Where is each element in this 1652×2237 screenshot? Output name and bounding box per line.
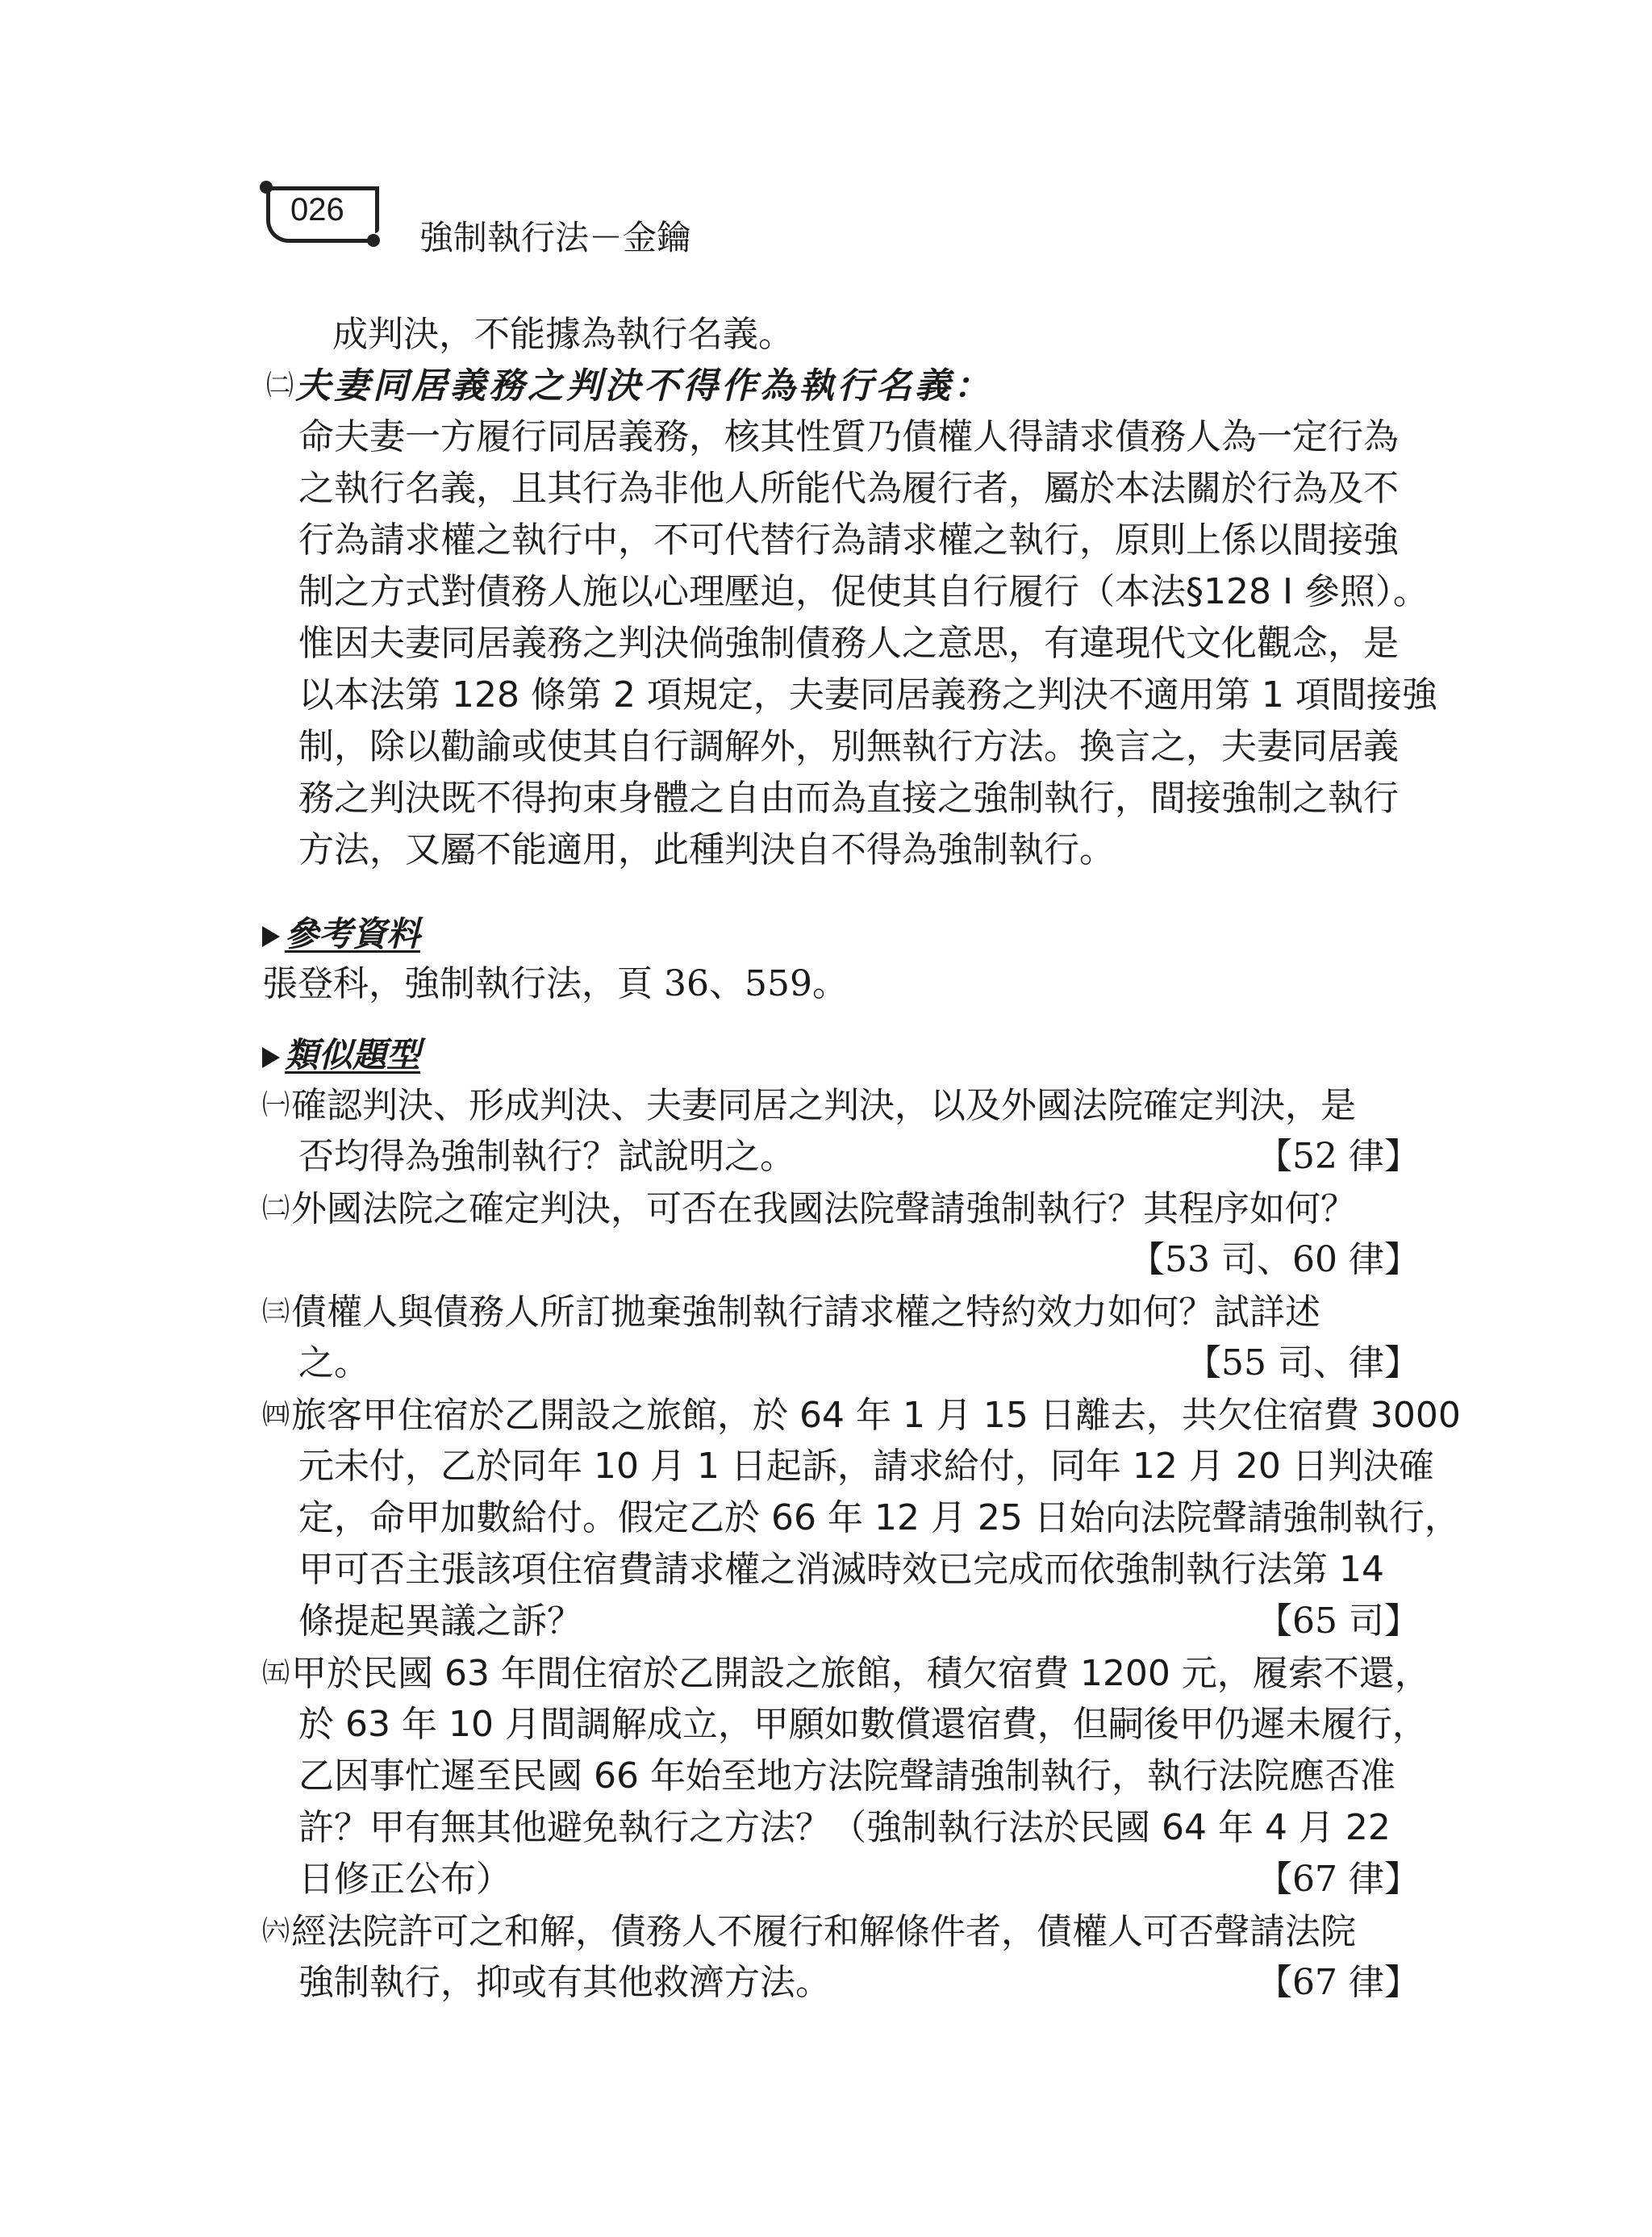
arrow-bullet-icon [262, 926, 280, 947]
item-marker: ㈣ [262, 1399, 290, 1431]
paragraph-line: 務之判決既不得拘束身體之自由而為直接之強制執行，間接強制之執行 [298, 778, 1399, 819]
paragraph-line: 制之方式對債務人施以心理壓迫，促使其自行履行（本法§128 I 參照）。 [298, 571, 1429, 612]
item-marker: ㈠ [262, 1089, 290, 1121]
paragraph-line: 行為請求權之執行中，不可代替行為請求權之執行，原則上係以間接強 [298, 520, 1399, 561]
list-item: ㈢債權人與債務人所訂拋棄強制執行請求權之特約效力如何？試詳述 之。 【55 司、律】 [262, 1288, 1420, 1391]
list-item: ㈠確認判決、形成判決、夫妻同居之判決，以及外國法院確定判決，是 否均得為強制執行？試說明之。 【52 律】 [262, 1081, 1420, 1184]
similar-heading: 類似題型 [262, 1029, 420, 1077]
paragraph-line: 命夫妻一方履行同居義務，核其性質乃債權人得請求債務人為一定行為 [298, 416, 1399, 457]
exam-tag: 【67 律】 [1257, 1859, 1420, 1900]
continuation-line: 成判決，不能據為執行名義。 [332, 314, 794, 355]
list-item: ㈣旅客甲住宿於乙開設之旅館，於 64 年 1 月 15 日離去，共欠住宿費 3000 元未付，乙於同年 10 月 1 日起訴，請求給付，同年 12 月 20 日判決確 定，命甲加數給付。假定乙於 66 年 12 月 25 日始向法院聲請強制執行， 甲可否主張該項住宿費請求權之消滅時效已完成而依強制執行法第 14 條提起異議之訴？ 【65 司】 [262, 1391, 1420, 1649]
paragraph-line: 制，除以勸諭或使其自行調解外，別無執行方法。換言之，夫妻同居義 [298, 726, 1399, 767]
paragraph-line: 方法，又屬不能適用，此種判決自不得為強制執行。 [298, 829, 1115, 870]
list-item: ㈡外國法院之確定判決，可否在我國法院聲請強制執行？其程序如何？ 【53 司、60 律】 [262, 1184, 1420, 1288]
item-marker: ㈤ [262, 1657, 290, 1689]
references-text: 張登科，強制執行法，頁 36、559。 [262, 963, 848, 1004]
item-marker: ㈡ [262, 1192, 290, 1225]
paragraph-line: 以本法第 128 條第 2 項規定，夫妻同居義務之判決不適用第 1 項間接強 [298, 674, 1437, 716]
exam-tag: 【52 律】 [1257, 1136, 1420, 1177]
item-marker: ㈢ [262, 1296, 290, 1328]
similar-list [262, 1081, 1461, 2010]
exam-tag: 【65 司】 [1257, 1601, 1420, 1642]
book-title: 強制執行法－金鑰 [419, 218, 691, 257]
page-number: 026 [290, 192, 344, 227]
list-item: ㈥經法院許可之和解，債務人不履行和解條件者，債權人可否聲請法院 強制執行，抑或有其他救濟方法。 【67 律】 [262, 1907, 1420, 2010]
subsection-paragraph [298, 413, 1437, 878]
references-heading: 參考資料 [262, 908, 420, 956]
item-marker: ㈥ [262, 1915, 290, 1947]
arrow-bullet-icon [262, 1047, 280, 1068]
subsection-marker: ㈡ [266, 369, 294, 402]
exam-tag: 【67 律】 [1257, 1962, 1420, 2003]
subsection-heading [266, 361, 992, 411]
subsection-title: 夫妻同居義務之判決不得作為執行名義： [295, 365, 992, 407]
exam-tag: 【53 司、60 律】 [1129, 1239, 1420, 1280]
header-dot-bottom [367, 234, 380, 247]
list-item: ㈤甲於民國 63 年間住宿於乙開設之旅館，積欠宿費 1200 元，履索不還， 於 63 年 10 月間調解成立，甲願如數償還宿費，但嗣後甲仍遲未履行， 乙因事忙遲至民國 66 年始至地方法院聲請強制執行，執行法院應否准 許？甲有無其他避免執行之方法？（強制執行法於民國 64 年 4 月 22 日修正公布） 【67 律】 [262, 1649, 1420, 1907]
paragraph-line: 之執行名義，且其行為非他人所能代為履行者，屬於本法關於行為及不 [298, 468, 1399, 509]
exam-tag: 【55 司、律】 [1186, 1342, 1420, 1384]
paragraph-line: 惟因夫妻同居義務之判決倘強制債務人之意思，有違現代文化觀念，是 [298, 623, 1399, 664]
